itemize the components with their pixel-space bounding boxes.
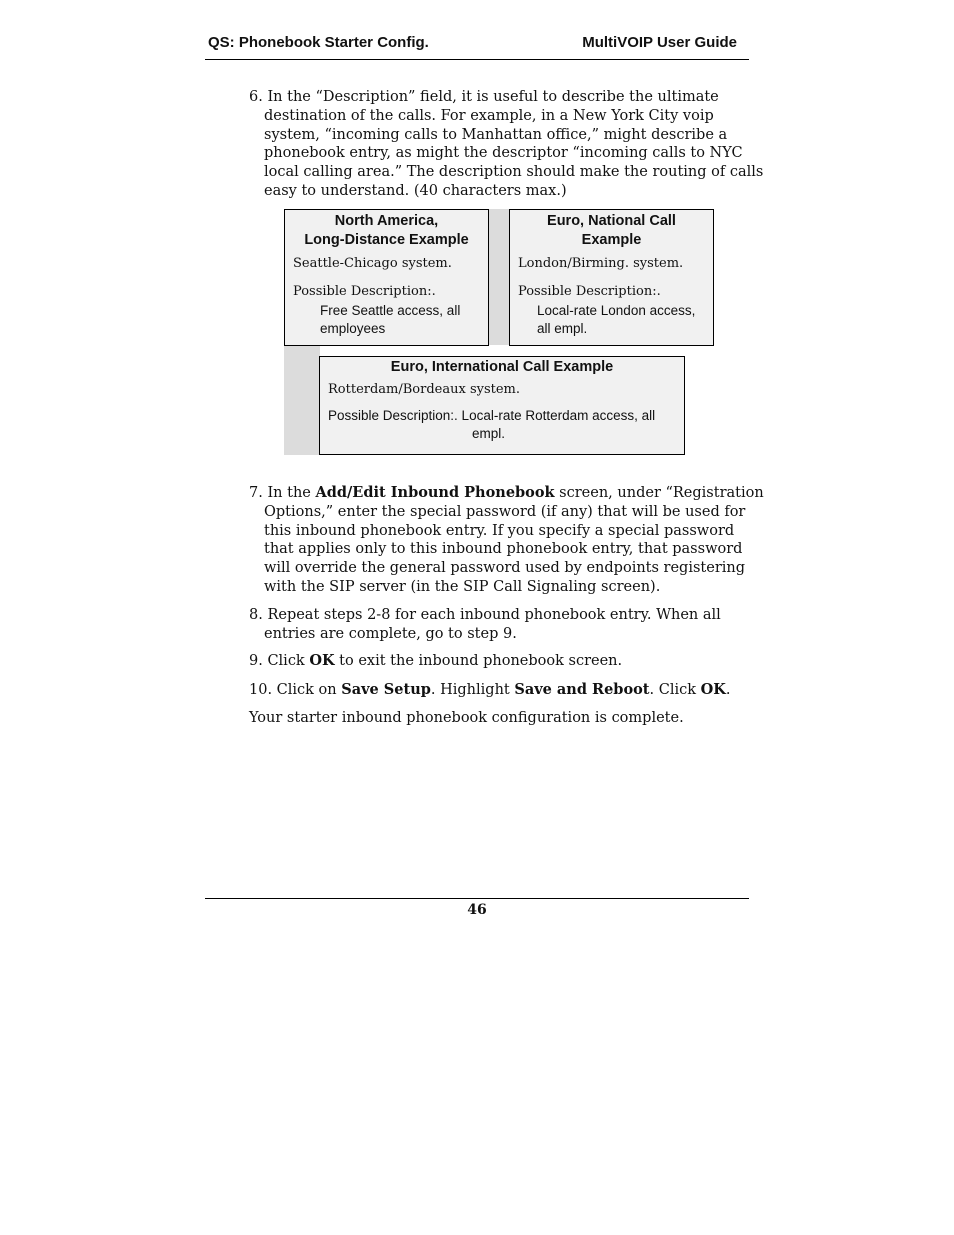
euro-national-possible-label: Possible Description:. (518, 284, 661, 299)
north-america-title: North America, Long-Distance Example (304, 213, 469, 248)
euro-national-title: Euro, National Call Example (547, 213, 676, 248)
footer-rule (205, 898, 749, 899)
save-and-reboot-label: Save and Reboot (514, 681, 650, 698)
save-setup-label: Save Setup (341, 681, 431, 698)
page-number: 46 (467, 902, 487, 918)
step-8: 8. Repeat steps 2-8 for each inbound phonebook entry. When all entries are complete, go to step 9. (249, 607, 721, 642)
euro-national-description: Local-rate London access, all empl. (537, 303, 696, 336)
euro-national-system: London/Birming. system. (518, 256, 684, 271)
euro-international-example-card (319, 356, 685, 455)
ok-label: OK (309, 652, 335, 669)
euro-national-example-card (509, 209, 714, 346)
ok-label-2: OK (700, 681, 726, 698)
header-guide-title: MultiVOIP User Guide (582, 34, 737, 51)
add-edit-inbound-phonebook-label: Add/Edit Inbound Phonebook (315, 484, 555, 501)
north-america-possible-label: Possible Description:. (293, 284, 436, 299)
euro-international-system: Rotterdam/Bordeaux system. (328, 382, 521, 397)
north-america-description: Free Seattle access, all employees (320, 303, 461, 336)
step-7: 7. In the Add/Edit Inbound Phonebook screen, under “Registration Options,” enter the special password (if any) that will be used for this inbound phonebook entry. If you specify a special password that applies only to this inbound phonebook entry, that password will override the general password used by endpoints registering with the SIP server (in the SIP Call Signaling screen). (249, 484, 764, 595)
page-header (205, 33, 749, 60)
step-10: 10. Click on Save Setup. Highlight Save and Reboot. Click OK. (249, 681, 731, 698)
closing-text: Your starter inbound phonebook configuration is complete. (249, 710, 684, 726)
north-america-example-card (284, 209, 489, 346)
euro-international-description: Possible Description:. Local-rate Rotterdam access, all empl. (328, 408, 656, 441)
euro-international-title: Euro, International Call Example (390, 359, 614, 375)
north-america-system: Seattle-Chicago system. (293, 256, 452, 271)
step-9: 9. Click OK to exit the inbound phonebook screen. (249, 652, 623, 669)
step-6: 6. In the “Description” field, it is useful to describe the ultimate destination of the calls. For example, in a New York City voip system, “incoming calls to Manhattan office,” might describe a phonebook entry, as might the descriptor “incoming calls to NYC local calling area.” The description should make the routing of calls easy to understand. (40 characters max.) (249, 89, 764, 199)
description-examples (284, 209, 714, 455)
header-section-title: QS: Phonebook Starter Config. (208, 34, 429, 51)
